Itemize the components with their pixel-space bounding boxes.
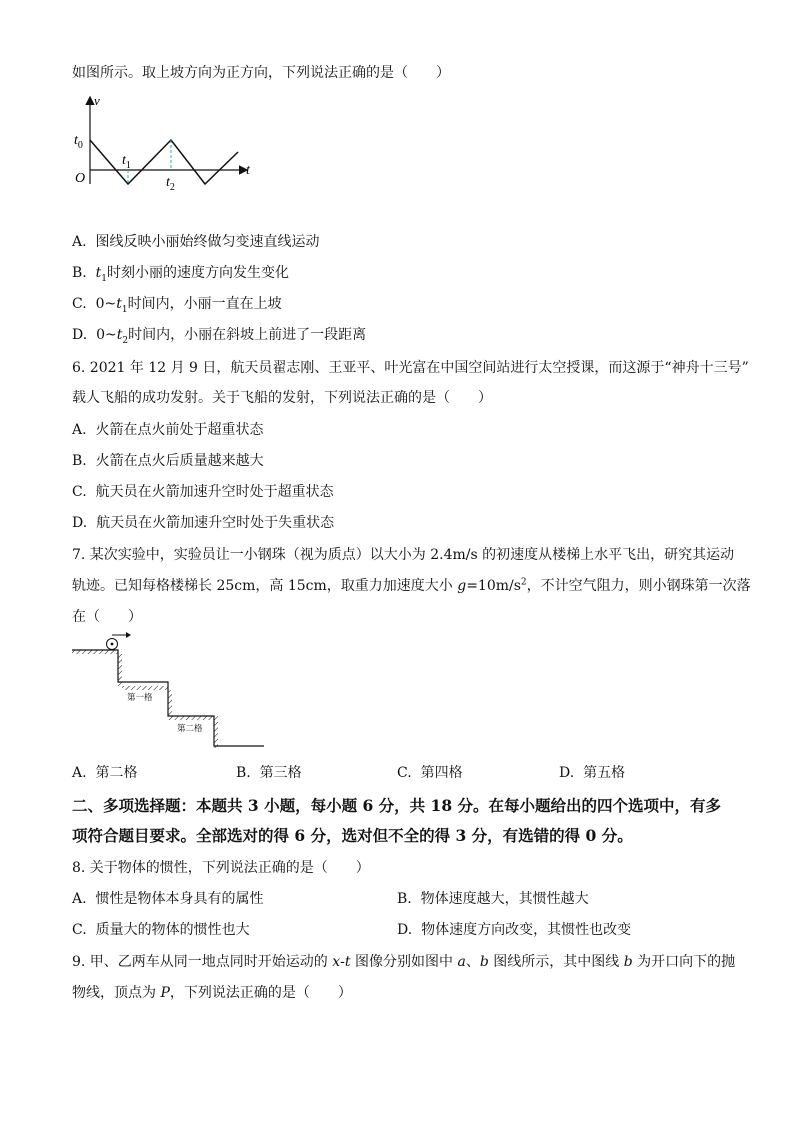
q6-option-d: D. 航天员在火箭加速升空时处于失重状态 bbox=[72, 515, 335, 531]
q6-option-a: A. 火箭在点火前处于超重状态 bbox=[72, 422, 264, 438]
q8-option-a: A. 惯性是物体本身具有的属性 bbox=[72, 891, 264, 907]
q7-stem-line3: 在（ ） bbox=[72, 609, 142, 625]
q8-stem: 8. 关于物体的惯性，下列说法正确的是（ ） bbox=[72, 860, 370, 876]
q6-stem-line1: 6. 2021 年 12 月 9 日，航天员翟志刚、王亚平、叶光富在中国空间站进行太空授课，而这源于“神舟十三号” bbox=[72, 360, 749, 376]
q7-option-a: A. 第二格 bbox=[72, 765, 138, 781]
stair-label-2: 第二格 bbox=[177, 723, 203, 733]
q5-option-c: C. $0\sim t_1$时间内，小丽一直在上坡 bbox=[72, 296, 282, 315]
stair-outline bbox=[72, 650, 264, 746]
section2-heading-line2: 项符合题目要求。全部选对的得 6 分，选对但不全的得 3 分，有选错的得 0 分。 bbox=[72, 826, 633, 845]
q6-option-c: C. 航天员在火箭加速升空时处于超重状态 bbox=[72, 484, 334, 500]
q5-stem: 如图所示。取上坡方向为正方向，下列说法正确的是（ ） bbox=[72, 65, 450, 81]
t-axis-label: t bbox=[246, 163, 250, 178]
q8-option-d: D. 物体速度方向改变，其惯性也改变 bbox=[397, 922, 632, 938]
v-axis-label: v bbox=[94, 93, 100, 108]
q9-stem-line2: 物线，顶点为 P，下列说法正确的是（ ） bbox=[72, 985, 352, 1001]
q8-option-c: C. 质量大的物体的惯性也大 bbox=[72, 922, 250, 938]
q6-stem-line2: 载人飞船的成功发射。关于飞船的发射，下列说法正确的是（ ） bbox=[72, 390, 492, 406]
vt-line bbox=[90, 140, 238, 184]
q7-option-c: C. 第四格 bbox=[397, 765, 463, 781]
t0-label: $t_0$ bbox=[74, 133, 83, 151]
q8-option-b: B. 物体速度越大，其惯性越大 bbox=[397, 891, 589, 907]
q5-option-b: B. $t_1$时刻小丽的速度方向发生变化 bbox=[72, 265, 290, 284]
q7-stairs-figure bbox=[70, 632, 270, 752]
q7-stem-line2: 轨迹。已知每格楼梯长 25cm，高 15cm，取重力加速度大小 $g=10m/s^2$，不计空气阻力，则小钢珠第一次落 bbox=[72, 577, 751, 594]
t1-label: $t_1$ bbox=[122, 153, 131, 171]
q5-option-d: D. $0\sim t_2$时间内，小丽在斜坡上前进了一段距离 bbox=[72, 327, 367, 346]
q7-option-d: D. 第五格 bbox=[559, 765, 626, 781]
t2-label: $t_2$ bbox=[166, 175, 175, 192]
stair-label-1: 第一格 bbox=[127, 692, 153, 702]
q7-stem-line1: 7. 某次实验中，实验员让一小钢珠（视为质点）以大小为 2.4m/s 的初速度从楼梯上水平飞出，研究其运动 bbox=[72, 547, 735, 563]
q5-option-a: A. 图线反映小丽始终做匀变速直线运动 bbox=[72, 234, 320, 250]
q5-vt-graph bbox=[70, 92, 260, 192]
q9-stem-line1: 9. 甲、乙两车从同一地点同时开始运动的 x-t 图像分别如图中 a、b 图线所示，其中图线 b 为开口向下的抛 bbox=[72, 954, 736, 970]
section2-heading-line1: 二、多项选择题：本题共 3 小题，每小题 6 分，共 18 分。在每小题给出的四个选项中，有多 bbox=[72, 796, 722, 815]
q6-option-b: B. 火箭在点火后质量越来越大 bbox=[72, 453, 264, 469]
q7-option-b: B. 第三格 bbox=[236, 765, 302, 781]
origin-label: O bbox=[75, 171, 86, 186]
